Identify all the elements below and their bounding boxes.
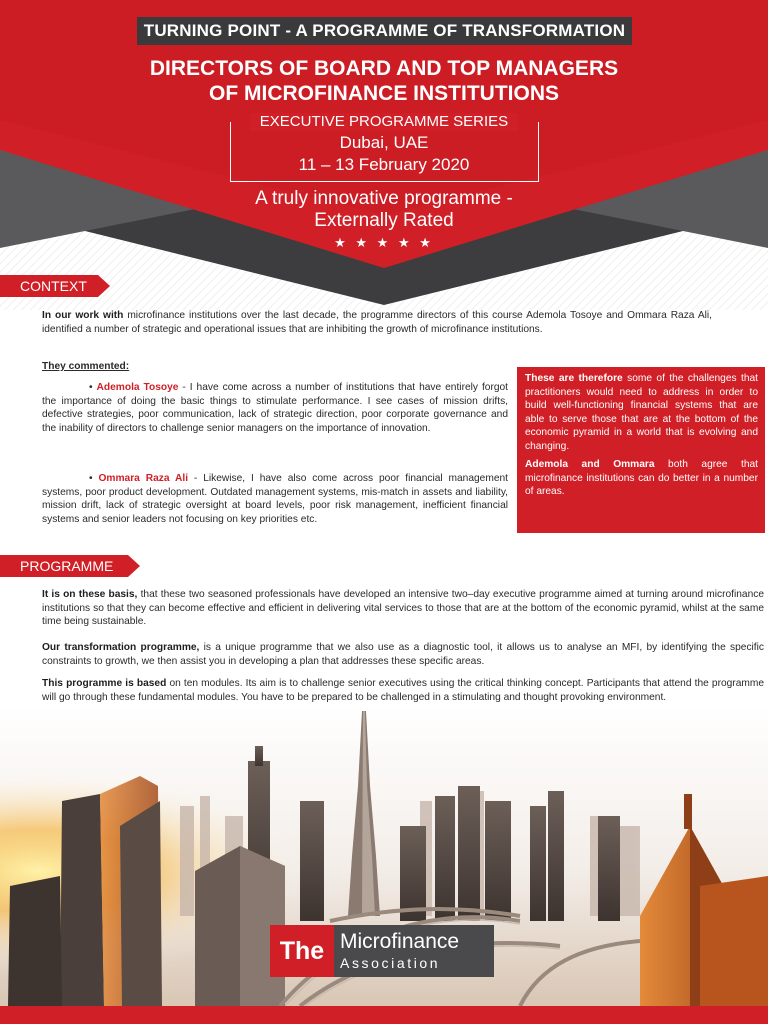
callout-text: some of the challenges that practitioners would need to address in order to build well-functioning financial systems that are able to serve those that are at the bottom of the economic pyramid in a world that is evolving and changing. (525, 373, 758, 452)
quote-ommara (42, 472, 508, 526)
quote-ommara-text: - Likewise, I have also come across poor financial management systems, poor product development. Outdated management systems, mis-match in assets and liability, mission drift, lack of strategic oversight at board levels, poor risk management, inefficient financial systems and senior leaders not focusing on key priorities etc. (42, 473, 508, 525)
innovative-line-2: Externally Rated (314, 210, 454, 231)
logo-association: Association (340, 955, 441, 971)
programme-para-2 (42, 641, 764, 668)
footer-bar (0, 1006, 768, 1024)
section-tab-context: CONTEXT (0, 275, 98, 297)
callout2-lead: Ademola and Ommara (525, 459, 655, 470)
callout-para-2 (525, 458, 758, 499)
quote-ademola (42, 381, 508, 435)
title-line-1: DIRECTORS OF BOARD AND TOP MANAGERS (149, 57, 619, 80)
event-dates: 11 – 13 February 2020 (298, 155, 470, 174)
callout-box (517, 367, 765, 533)
header-banner (0, 0, 768, 310)
quote-ommara-name: Ommara Raza Ali (98, 473, 189, 484)
programme-p1-text: that these two seasoned professionals have developed an intensive two–day executive programme aimed at turning around microfinance institutions so that they can become effective and efficient in delivering vital services to those that are at the bottom of the economic pyramid, whilst at the same time being sustainable. (42, 589, 764, 627)
quote-ademola-name: Ademola Tosoye (96, 382, 179, 393)
event-location: Dubai, UAE (339, 133, 429, 152)
innovative-line-1: A truly innovative programme - (255, 188, 513, 209)
title-line-2: OF MICROFINANCE INSTITUTIONS (209, 82, 559, 105)
programme-p1-lead: It is on these basis, (42, 589, 138, 600)
context-intro-text: microfinance institutions over the last decade, the programme directors of this course Ademola Tosoye and Ommara Raza Ali, identified a number of strategic and operational issues that are inhibiting the growth of microfinance institutions. (42, 310, 712, 335)
series-label: EXECUTIVE PROGRAMME SERIES (250, 113, 518, 131)
microfinance-association-logo (270, 925, 494, 977)
programme-p3-lead: This programme is based (42, 678, 167, 689)
programme-p3-text: on ten modules. Its aim is to challenge senior executives using the critical thinking concept. Participants that attend the programme will go through these fundamental modules. You have to be prepared to be challenged in a stimulating and thought provoking environment. (42, 678, 764, 703)
rating-stars-icon: ★ ★ ★ ★ ★ (334, 235, 434, 250)
logo-the: The (270, 925, 334, 977)
innovative-tagline (0, 188, 768, 232)
programme-p2-text: is a unique programme that we also use as a diagnostic tool, it allows us to analyse an MFI, by identifying the specific constraints to growth, we then assist you in developing a plan that addresses these specific areas. (42, 642, 764, 667)
quote-ademola-text: - I have come across a number of institutions that have entirely forgot the importance of doing the basic things to stimulate performance. I see cases of mission drifts, defective strategies, poor communication, lack of strategic direction, poor corporate governance and the inability of directors to challenge senior managers on the importance of innovation. (42, 382, 508, 434)
logo-microfinance: Microfinance (340, 930, 460, 953)
programme-p2-lead: Our transformation programme, (42, 642, 200, 653)
programme-para-1 (42, 588, 764, 629)
section-tab-programme: PROGRAMME (0, 555, 128, 577)
page-title (0, 56, 768, 106)
programme-para-3 (42, 677, 764, 704)
callout-para-1 (525, 372, 758, 453)
context-intro-lead: In our work with (42, 310, 124, 321)
callout-lead: These are therefore (525, 373, 623, 384)
logo-wordmark (334, 925, 494, 977)
they-commented-heading: They commented: (42, 361, 130, 372)
bullet: • (89, 473, 93, 484)
tagline-bar: TURNING POINT - A PROGRAMME OF TRANSFORMATION (137, 17, 632, 45)
callout2-text: both agree that microfinance institutions can do better in a number of areas. (525, 459, 758, 497)
context-intro (42, 309, 712, 336)
bullet: • (89, 382, 93, 393)
